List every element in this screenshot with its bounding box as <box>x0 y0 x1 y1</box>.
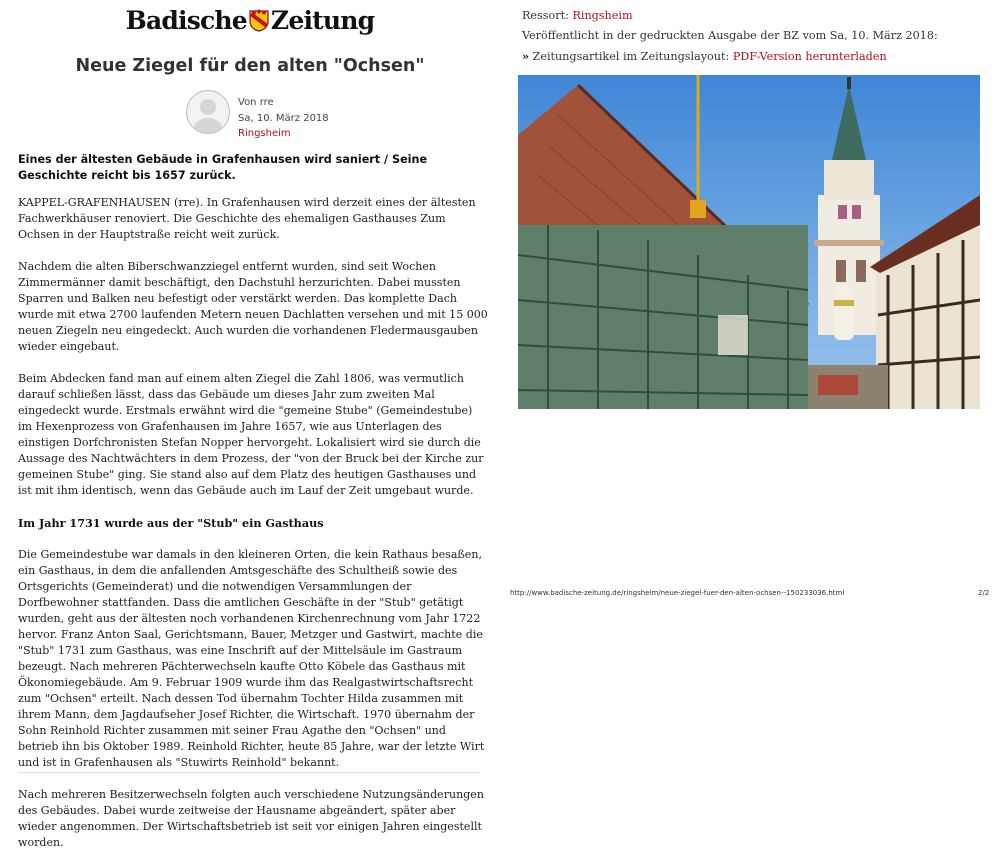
masthead-logo <box>0 6 500 35</box>
byline-author: Von rre <box>238 97 274 108</box>
byline-place-link[interactable]: Ringsheim <box>238 128 291 139</box>
paragraph: Die Gemeindestube war damals in den kleineren Orten, die kein Rathaus besaßen, ein Gasthaus, in dem die anfallenden Amtsgeschäfte des Schultheiß sowie des Ortsgerichts (Gemeinderat) und die notwendigen Versammlungen der Dorfbewohner stattfanden. Dass die amtlichen Geschäfte in der "Stub" getätigt wurden, geht aus der ältesten noch vorhandenen Kirchenrechnung vom Jahr 1722 hervor. Franz Anton Saal, Gerichtsmann, Bauer, Metzger und Gastwirt, machte die "Stub" 1731 zum Gasthaus, was eine Inschrift auf der Mittelsäule im Gastraum bezeugt. Nach mehreren Pächterwechseln kaufte Otto Köbele das Gasthaus mit Ökonomiegebäude. Am 9. Februar 1909 wurde ihm das Realgastwirtschaftsrecht zum "Ochsen" erteilt. Nach dessen Tod übernahm Tochter Hilda zusammen mit ihrem Mann, dem Jagdaufseher Josef Richter, die Wirtschaft. 1970 übernahm der Sohn Reinhold Richter zusammen mit seiner Frau Agathe den "Ochsen" und betrieb ihn bis Oktober 1989. Reinhold Richter, heute 85 Jahre, war der letzte Wirt und ist in Grafenhausen als "Stuwirts Reinhold" bekannt. <box>18 548 485 769</box>
article-headline: Neue Ziegel für den alten "Ochsen" <box>75 56 425 76</box>
ressort-link[interactable]: Ringsheim <box>572 9 633 22</box>
paragraph: KAPPEL-GRAFENHAUSEN (rre). In Grafenhausen wird derzeit eines der ältesten Fachwerkhäuser renoviert. Die Geschichte des ehemaligen Gasthauses Zum Ochsen in der Hauptstraße reicht weit zurück. <box>18 196 476 241</box>
paragraph: Nach mehreren Besitzerwechseln folgten auch verschiedene Nutzungsänderungen des Gebäudes. Dabei wurde zeitweise der Hausname abgeändert, später aber wieder angenommen. Der Wirtschaftsbetrieb ist seit vor einigen Jahren eingestellt worden. <box>18 788 484 849</box>
article-meta <box>522 6 938 67</box>
byline <box>238 95 329 142</box>
ressort-line <box>522 6 938 26</box>
page-number: 2/2 <box>978 589 990 597</box>
ressort-label: Ressort: <box>522 9 573 22</box>
left-page <box>0 0 500 849</box>
right-page <box>500 0 1000 776</box>
divider <box>18 772 480 773</box>
byline-date: Sa, 10. März 2018 <box>238 112 329 124</box>
paragraph: Nachdem die alten Biberschwanzziegel entfernt wurden, sind seit Wochen Zimmermänner damit beschäftigt, den Dachstuhl herzurichten. Dabei mussten Sparren und Balken neu befestigt oder verstärkt werden. Das komplette Dach wurde mit etwa 2700 laufenden Metern neuen Dachlatten versehen und mit 15 000 neuen Ziegeln neu eingedeckt. Auch wurden die vorhandenen Fledermausgauben wieder eingebaut. <box>18 260 488 353</box>
published-line: Veröffentlicht in der gedruckten Ausgabe der BZ vom Sa, 10. März 2018: <box>522 29 938 42</box>
chevron-right-icon: » <box>522 49 529 63</box>
pdf-download-link[interactable]: PDF-Version herunterladen <box>732 50 887 63</box>
article-subheading: Im Jahr 1731 wurde aus der "Stub" ein Gasthaus <box>18 516 324 530</box>
pdf-label: Zeitungsartikel im Zeitungslayout: <box>529 50 733 63</box>
footer-url: http://www.badische-zeitung.de/ringsheim/neue-ziegel-fuer-den-alten-ochsen--150233036.html <box>510 589 845 597</box>
article-lead: Eines der ältesten Gebäude in Grafenhausen wird saniert / Seine Geschichte reicht bis 1657 zurück. <box>18 153 428 182</box>
masthead-part1: Badische <box>125 6 247 35</box>
article-photo <box>518 75 980 409</box>
coat-of-arms-icon <box>248 8 270 32</box>
masthead-part2: Zeitung <box>270 6 375 35</box>
pdf-line <box>522 46 938 67</box>
paragraph: Beim Abdecken fand man auf einem alten Ziegel die Zahl 1806, was vermutlich darauf schließen lässt, dass das Gebäude um dieses Jahr zum zweiten Mal eingedeckt wurde. Erstmals erwähnt wird die "gemeine Stube" (Gemeindestube) im Hexenprozess von Grafenhausen im Jahre 1657, wie aus Unterlagen des einstigen Dorfchronisten Stefan Nopper hervorgeht. Lokalisiert wird sie durch die Aussage des Nachtwächters in dem Prozess, der "von der Bruck bei der Kirche zur gemeinen Stube" ging. Sie stand also auf dem Platz des heutigen Gasthauses und ist mit ihm identisch, wenn das Gebäude auch im Lauf der Zeit umgebaut wurde. <box>18 372 484 497</box>
article-body <box>18 195 488 867</box>
person-silhouette-icon <box>186 90 230 134</box>
